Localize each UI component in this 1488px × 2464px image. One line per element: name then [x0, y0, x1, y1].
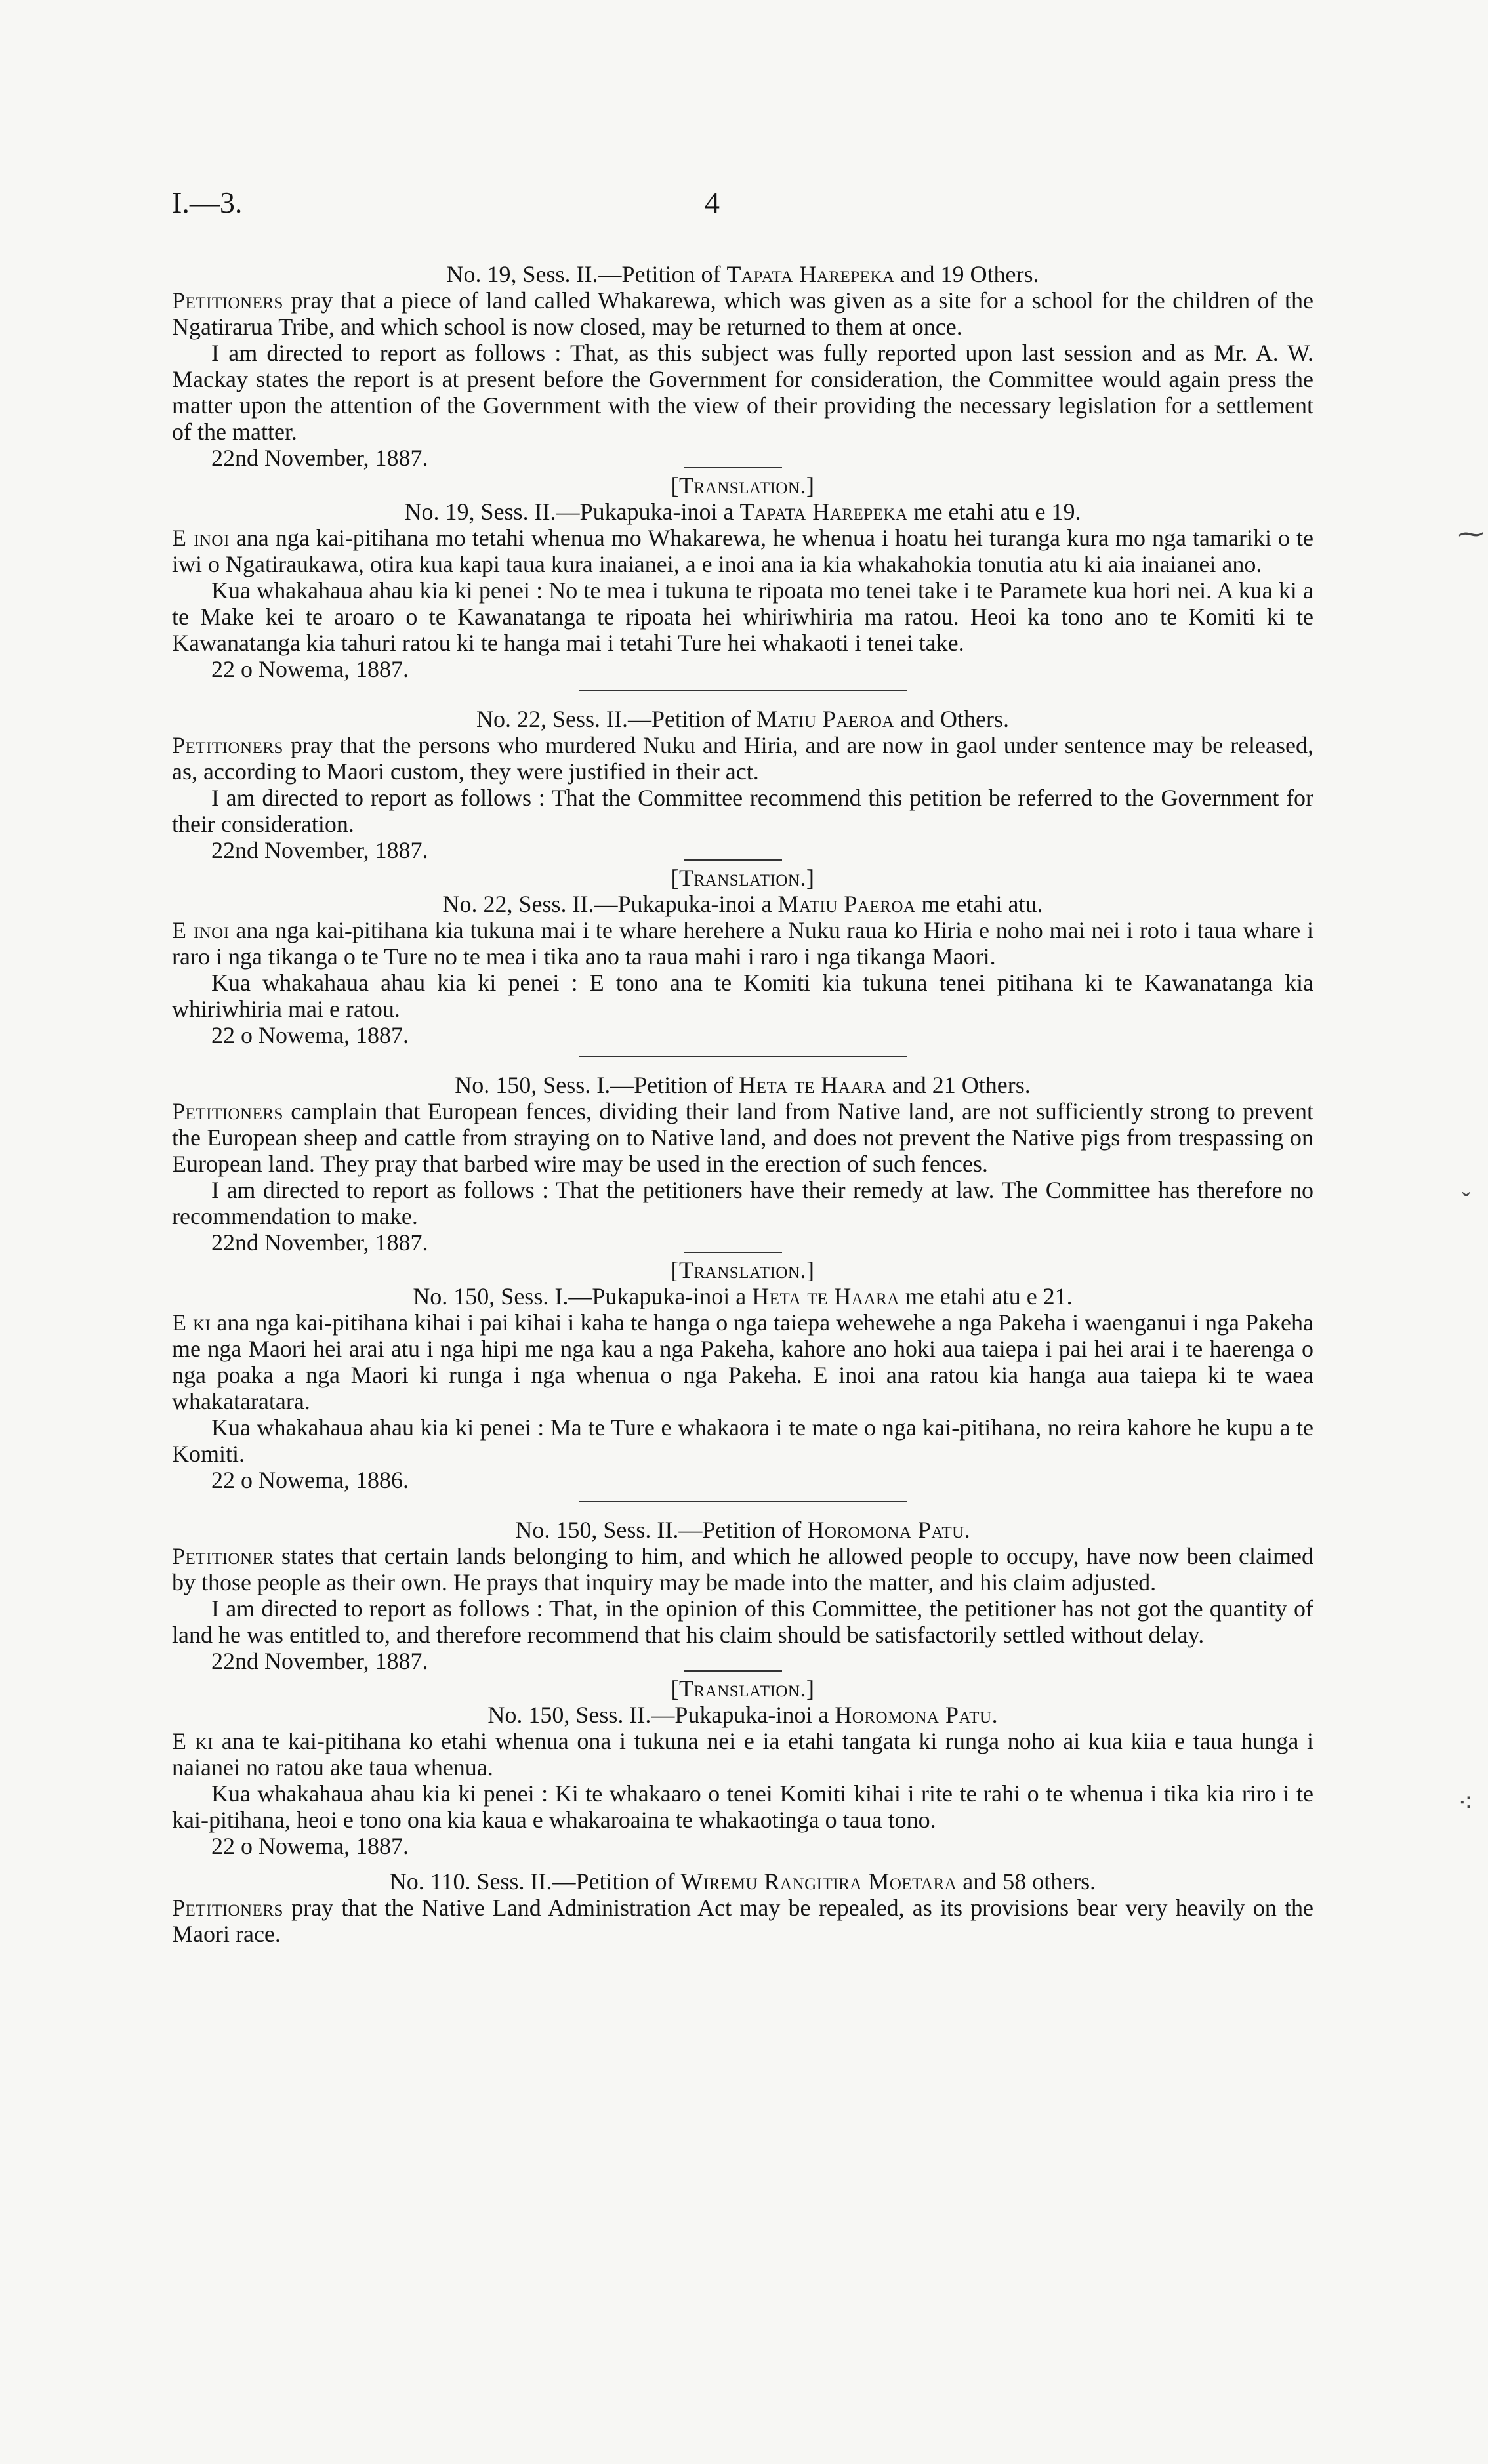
translation-body: E ki ana nga kai-pitihana kihai i pai kihai i kaha te hanga o nga taiepa wehewehe a nga Pakeha i waenganui i nga Pakeha me nga Maori hei arai atu i nga hipi me nga kau a nga Pakeha, kahore ano hoki aua taiepa i pai hei arai i te haerenga o nga poaka a nga Maori ki runga i nga whenua o nga Pakeha. E inoi ana ratou kia hanga aua taiepa ki te waea whakataratara. [172, 1309, 1314, 1414]
petition-heading: No. 19, Sess. II.—Petition of Tapata Harepeka and 19 Others. [446, 261, 1039, 287]
translation-label: [Translation.] [671, 1675, 815, 1702]
translation-report: Kua whakahaua ahau kia ki penei : Ki te whakaaro o tenei Komiti kihai i rite te rahi o te whenua i tika kia riro i te kai-pitihana, heoi e tono ona kia kaua e whakaroaina te whakaotinga o taua tono. [172, 1780, 1313, 1833]
petition-section [172, 1517, 1313, 1868]
petition-body: Petitioners pray that the Native Land Administration Act may be repealed, as its provisions bear very heavily on the Maori race. [172, 1895, 1313, 1947]
translation-label: [Translation.] [671, 1257, 815, 1283]
section-divider [579, 1501, 907, 1502]
petition-body: Petitioner states that certain lands belonging to him, and which he allowed people to occupy, have now been claimed by those people as their own. He prays that inquiry may be made into the matter, and his claim adjusted. [172, 1543, 1313, 1595]
translation-body: E inoi ana nga kai-pitihana mo tetahi whenua mo Whakarewa, he whenua i hoatu hei turanga kura mo nga tamariki o te iwi o Ngatiraukawa, otira kua kapi taua kura inaianei, a e inoi ana ia kia whakahokia tonutia atu ki aia inaianei ano. [172, 525, 1314, 577]
translation-heading: No. 150, Sess. II.—Pukapuka-inoi a Horomona Patu. [487, 1702, 998, 1728]
petition-section [172, 1072, 1313, 1502]
divider [684, 467, 782, 468]
translation-report: Kua whakahaua ahau kia ki penei : E tono ana te Komiti kia tukuna tenei pitihana ki te Kawanatanga kia whiriwhiria mai e ratou. [172, 970, 1313, 1022]
petition-section [172, 706, 1313, 1057]
divider [684, 859, 782, 861]
petition-heading: No. 22, Sess. II.—Petition of Matiu Paeroa and Others. [476, 706, 1010, 732]
petition-section [172, 1868, 1313, 1947]
committee-report: I am directed to report as follows : That the Committee recommend this petition be referred to the Government for their consideration. [172, 785, 1313, 837]
translation-date: 22 o Nowema, 1887. [211, 1022, 409, 1048]
report-date: 22nd November, 1887. [211, 1648, 428, 1674]
petition-body: Petitioners pray that the persons who murdered Nuku and Hiria, and are now in gaol under sentence may be released, as, according to Maori custom, they were justified in their act. [172, 732, 1313, 785]
petition-heading: No. 150, Sess. II.—Petition of Horomona Patu. [515, 1517, 970, 1543]
translation-label: [Translation.] [671, 472, 815, 499]
translation-report: Kua whakahaua ahau kia ki penei : No te mea i tukuna te ripoata mo tenei take i te Paramete kua hori nei. A kua ki a te Make kei te aroaro o te Kawanatanga te ripoata hei whiriwhiria ma ratou. Heoi ka tono ano te Komiti ki te Kawanatanga kia tahuri ratou ki te hanga mai i tetahi Ture hei whakaoti i tenei take. [172, 577, 1313, 656]
report-date: 22nd November, 1887. [211, 1229, 428, 1256]
divider [684, 1252, 782, 1253]
translation-heading: No. 22, Sess. II.—Pukapuka-inoi a Matiu Paeroa me etahi atu. [442, 891, 1043, 917]
margin-mark: ˇ [1462, 1187, 1471, 1216]
petition-heading: No. 110. Sess. II.—Petition of Wiremu Rangitira Moetara and 58 others. [389, 1868, 1096, 1895]
report-date: 22nd November, 1887. [211, 445, 428, 471]
petition-body: Petitioners camplain that European fences, dividing their land from Native land, are not sufficiently strong to prevent the European sheep and cattle from straying on to Native land, and does not prevent the Native pigs from trespassing on European land. They pray that barbed wire may be used in the erection of such fences. [172, 1098, 1313, 1177]
margin-mark: ⁖ [1458, 1788, 1474, 1818]
section-divider [579, 690, 907, 691]
petition-section [172, 261, 1313, 691]
translation-heading: No. 19, Sess. II.—Pukapuka-inoi a Tapata Harepeka me etahi atu e 19. [404, 499, 1081, 525]
translation-body: E ki ana te kai-pitihana ko etahi whenua ona i tukuna nei e ia etahi tangata ki runga noho ai kua kiia e taua hunga i naianei no ratou ake taua whenua. [172, 1728, 1314, 1780]
committee-report: I am directed to report as follows : That, as this subject was fully reported upon last session and as Mr. A. W. Mackay states the report is at present before the Government for consideration, the Committee would again press the matter upon the attention of the Government with the view of their providing the necessary legislation for a settlement of the matter. [172, 340, 1313, 445]
translation-heading: No. 150, Sess. I.—Pukapuka-inoi a Heta te Haara me etahi atu e 21. [413, 1283, 1073, 1309]
margin-mark: ⁓ [1458, 519, 1484, 548]
committee-report: I am directed to report as follows : That the petitioners have their remedy at law. The Committee has therefore no recommendation to make. [172, 1177, 1313, 1229]
page-header-ref: I.—3. [172, 186, 243, 219]
translation-date: 22 o Nowema, 1886. [211, 1467, 409, 1493]
petition-body: Petitioners pray that a piece of land called Whakarewa, which was given as a site for a school for the children of the Ngatirarua Tribe, and which school is now closed, may be returned to them at once. [172, 287, 1313, 340]
page-number: 4 [705, 186, 720, 219]
translation-date: 22 o Nowema, 1887. [211, 1833, 409, 1859]
report-date: 22nd November, 1887. [211, 837, 428, 863]
document-body [172, 261, 1313, 1947]
translation-body: E inoi ana nga kai-pitihana kia tukuna mai i te whare herehere a Nuku raua ko Hiria e noho mai nei i roto i taua whare i raro i nga tikanga o te Ture no te mea i tika ano ta raua mahi i raro i nga tikanga Maori. [172, 917, 1314, 970]
translation-label: [Translation.] [671, 865, 815, 891]
translation-date: 22 o Nowema, 1887. [211, 656, 409, 682]
committee-report: I am directed to report as follows : That, in the opinion of this Committee, the petitioner has not got the quantity of land he was entitled to, and therefore recommend that his claim should be satisfactorily settled without delay. [172, 1595, 1313, 1648]
divider [684, 1670, 782, 1672]
petition-heading: No. 150, Sess. I.—Petition of Heta te Haara and 21 Others. [455, 1072, 1031, 1098]
translation-report: Kua whakahaua ahau kia ki penei : Ma te Ture e whakaora i te mate o nga kai-pitihana, no reira kahore he kupu a te Komiti. [172, 1414, 1313, 1467]
section-divider [579, 1056, 907, 1057]
